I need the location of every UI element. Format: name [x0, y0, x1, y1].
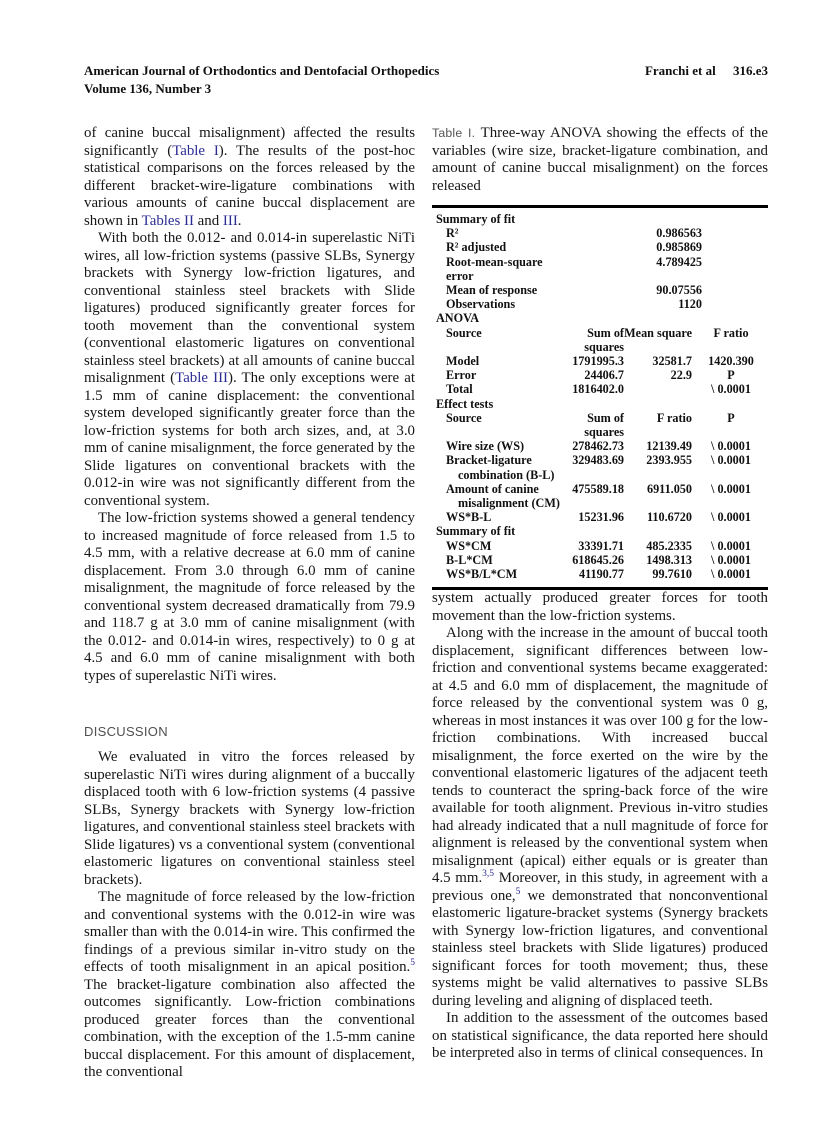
cross-reference-link[interactable]: Table I	[172, 142, 219, 159]
page-number: 316.e3	[732, 63, 768, 78]
table-cell: \ 0.0001	[711, 382, 751, 397]
table-cell: 24406.7	[584, 368, 624, 383]
table-cell: 618645.26	[572, 552, 624, 567]
table-cell: 33391.71	[578, 538, 624, 553]
citation-reference[interactable]: 3,5	[482, 869, 495, 880]
table-cell: R²	[446, 226, 459, 241]
text-segment: we demonstrated that nonconventional elastomeric ligature-bracket systems (Synergy brackets with Synergy low-friction ligatures, and conventional stainless steel brackets with Slide ligatures) produced significant forces for tooth movement; thus, these systems might be valid alternatives to passive SLBs during leveling and aligning of displaced teeth.	[432, 887, 768, 1009]
table-cell: 1498.313	[646, 552, 692, 567]
table-cell: Amount of canine misalignment (CM)	[446, 481, 560, 511]
table-row	[432, 453, 768, 481]
table-cell: 110.6720	[646, 510, 692, 525]
table-cell: Total	[446, 382, 473, 397]
paragraph-wire-systems	[84, 230, 415, 510]
table-row	[432, 255, 768, 283]
table-row	[432, 553, 768, 567]
table-row	[432, 382, 768, 396]
text-segment: The bracket-ligature combination also affected the outcomes significantly. Low-friction combinations produced greater forces than the conventional combination, with the exception of the 1.5-mm canine buccal displacement. For this amount of displacement, the conventional	[84, 976, 415, 1080]
table-row	[432, 567, 768, 581]
paragraph-clinical-consequences	[432, 1010, 768, 1063]
table-cell: 1791995.3	[572, 354, 624, 369]
table-cell: 41190.77	[578, 567, 624, 582]
table-cell: 475589.18	[572, 481, 624, 496]
text-segment: and	[193, 212, 223, 229]
table-cell: Wire size (WS)	[446, 439, 525, 454]
table-row	[432, 354, 768, 368]
table-cell: 1816402.0	[572, 382, 624, 397]
text-segment: .	[237, 212, 242, 229]
cross-reference-link[interactable]: III	[222, 212, 238, 229]
table-cell: Observations	[446, 297, 516, 312]
text-segment: ). The results of the post-hoc statistical comparisons on the forces released by the different bracket-wire-ligature combinations with various amounts of canine buccal displacement are shown in	[84, 142, 415, 229]
table-cell: \ 0.0001	[711, 538, 751, 553]
table-row	[432, 439, 768, 453]
table-cell: 0.985869	[656, 240, 702, 255]
table-cell: \ 0.0001	[711, 567, 751, 582]
text-segment: ). The only exceptions were at 1.5 mm of canine displacement: the conventional system developed significantly greater force than the low-friction systems for both arch sizes, and, at 3.0 mm of canine misalignment, the force generated by the Slide ligatures on conventional brackets with the 0.012-in wire was not significantly different from the conventional system.	[84, 370, 415, 509]
table-row	[432, 539, 768, 553]
discussion-heading: DISCUSSION	[84, 724, 168, 739]
text-segment: Along with the increase in the amount of buccal tooth displacement, significant differences between low-friction and conventional systems became exaggerated: at 4.5 and 6.0 mm of displacement, the magnitude of force released by the conventional system was 0 g, whereas in most instances it was over 100 g for the low-friction combinations. With increased buccal misalignment, the force exerted on the wire by the conventional elastomeric ligatures of the adjacent teeth tends to counteract the spring-back force of the wire available for tooth alignment. Previous in-vitro studies had already indicated that a null magnitude of force for alignment is released by the conventional system when misalignment (apical) either equals or is greater than 4.5 mm.	[432, 625, 768, 887]
table-label: Table I.	[432, 126, 476, 140]
journal-issue: Volume 136, Number 3	[84, 81, 212, 96]
table-cell: 22.9	[670, 368, 692, 383]
table-cell: B-L*CM	[446, 552, 493, 567]
table-cell: 2393.955	[646, 453, 692, 468]
table-cell: Summary of fit	[436, 524, 516, 539]
table-cell: P	[727, 410, 735, 425]
table-cell: Source	[446, 410, 482, 425]
table-caption	[432, 125, 768, 195]
two-column-body	[84, 125, 768, 1082]
text-segment: Moreover, in this study, in agreement with a previous one,	[432, 870, 768, 904]
table-cell: 90.07556	[656, 283, 702, 298]
table-cell: F ratio	[713, 325, 749, 340]
table-cell: \ 0.0001	[711, 439, 751, 454]
table-cell: 329483.69	[572, 453, 624, 468]
text-segment: The magnitude of force released by the low-friction and conventional systems with the 0.012-in wire was smaller than with the 0.014-in wire. This confirmed the findings of a previous similar in-vitro study on the effects of tooth misalignment in an apical position.	[84, 889, 415, 975]
table-row	[432, 524, 768, 538]
text-segment: system actually produced greater forces for tooth movement than the low-friction systems.	[432, 590, 768, 624]
cross-reference-link[interactable]: Tables II	[141, 212, 194, 229]
table-cell: 485.2335	[646, 538, 692, 553]
text-segment: The low-friction systems showed a general tendency to increased magnitude of force released from 1.5 to 4.5 mm, with a relative decrease at 6.0 mm of canine displacement. From 3.0 through 6.0 mm of canine misalignment, the magnitude of force released by the conventional system decreased dramatically from 79.9 and 118.7 g at 3.0 mm of canine misalignment (with the 0.012- and 0.014-in wires, respectively) to 0 g at 4.5 and 6.0 mm of canine misalignment with both types of superelastic NiTi wires.	[84, 510, 415, 684]
table-cell: \ 0.0001	[711, 481, 751, 496]
table-cell: ANOVA	[436, 311, 480, 326]
paragraph-magnitude	[84, 889, 415, 1082]
text-segment: We evaluated in vitro the forces released by superelastic NiTi wires during alignment of a buccally displaced tooth with 6 low-friction systems (4 passive SLBs, Synergy brackets with Synergy low-friction ligatures, and conventional stainless steel brackets with Slide ligatures) vs a conventional system (conventional elastomeric ligatures on conventional stainless steel brackets).	[84, 749, 415, 888]
table-row	[432, 212, 768, 226]
table-cell: WS*B/L*CM	[446, 567, 518, 582]
table-row	[432, 411, 768, 439]
table-cell: 99.7610	[652, 567, 692, 582]
table-row	[432, 326, 768, 354]
table-cell: 6911.050	[646, 481, 692, 496]
text-segment: In addition to the assessment of the outcomes based on statistical significance, the data reported here should be interpreted also in terms of clinical consequences. In	[432, 1010, 768, 1062]
table-cell: 4.789425	[656, 254, 702, 269]
table-cell: Model	[446, 354, 480, 369]
paragraph-displacement-differences	[432, 625, 768, 1010]
paragraph-results-continued	[84, 125, 415, 230]
table-cell: Bracket-ligature combination (B-L)	[446, 453, 555, 482]
table-cell: 1120	[678, 297, 702, 312]
table-cell: Summary of fit	[436, 212, 516, 226]
table-cell: 32581.7	[652, 354, 692, 369]
table-row	[432, 368, 768, 382]
table-cell: \ 0.0001	[711, 453, 751, 468]
right-column	[432, 125, 768, 1082]
table-row	[432, 226, 768, 240]
table-cell: Sum of squares	[584, 325, 624, 354]
running-head	[631, 62, 768, 80]
table-row	[432, 482, 768, 510]
text-segment: of canine buccal misalignment) affected the results significantly (	[84, 125, 415, 159]
table-cell: 15231.96	[578, 510, 624, 525]
journal-identification	[84, 62, 439, 98]
table-cell: P	[727, 368, 735, 383]
left-column	[84, 125, 415, 1082]
table-row	[432, 283, 768, 297]
paragraph-low-friction-tendency	[84, 510, 415, 685]
table-cell: \ 0.0001	[711, 510, 751, 525]
journal-title: American Journal of Orthodontics and Dentofacial Orthopedics	[84, 63, 440, 78]
table-cell: F ratio	[656, 410, 692, 425]
text-segment: With both the 0.012- and 0.014-in superelastic NiTi wires, all low-friction systems (passive SLBs, Synergy brackets with Synergy low-friction ligatures, and conventional stainless steel brackets with Slide ligatures) produced significantly greater forces for tooth movement than the conventional system (conventional elastomeric ligatures on conventional stainless steel brackets) at all amounts of canine buccal misalignment (	[84, 230, 415, 386]
table-cell: WS*B-L	[446, 510, 492, 525]
page-header	[84, 62, 768, 98]
table-cell: R² adjusted	[446, 240, 507, 255]
table-cell: WS*CM	[446, 538, 492, 553]
citation-reference[interactable]: 5	[515, 886, 521, 897]
anova-table	[432, 205, 768, 590]
table-cell: 0.986563	[656, 226, 702, 241]
table-row	[432, 397, 768, 411]
table-cell: \ 0.0001	[711, 552, 751, 567]
table-row	[432, 510, 768, 524]
table-row	[432, 311, 768, 325]
paragraph-evaluation	[84, 749, 415, 889]
paragraph-system-continued	[432, 590, 768, 625]
table-row	[432, 240, 768, 254]
table-caption-text: Three-way ANOVA showing the effects of the variables (wire size, bracket-ligature combination, and amount of canine buccal misalignment) on the forces released	[432, 125, 768, 194]
table-cell: Root-mean-square error	[446, 254, 543, 283]
table-cell: Sum of squares	[584, 410, 624, 440]
table-row	[432, 297, 768, 311]
table-cell: Mean square	[624, 325, 692, 340]
citation-reference[interactable]: 5	[410, 958, 415, 969]
table-cell: Source	[446, 325, 482, 340]
running-authors: Franchi et al	[644, 63, 716, 78]
table-cell	[624, 382, 704, 396]
table-cell: Effect tests	[436, 396, 494, 411]
table-cell: 12139.49	[646, 439, 692, 454]
table-cell: Error	[446, 368, 477, 383]
table-cell: 278462.73	[572, 439, 624, 454]
table-cell: 1420.390	[708, 354, 754, 369]
table-cell: Mean of response	[446, 283, 538, 298]
cross-reference-link[interactable]: Table III	[175, 370, 228, 386]
